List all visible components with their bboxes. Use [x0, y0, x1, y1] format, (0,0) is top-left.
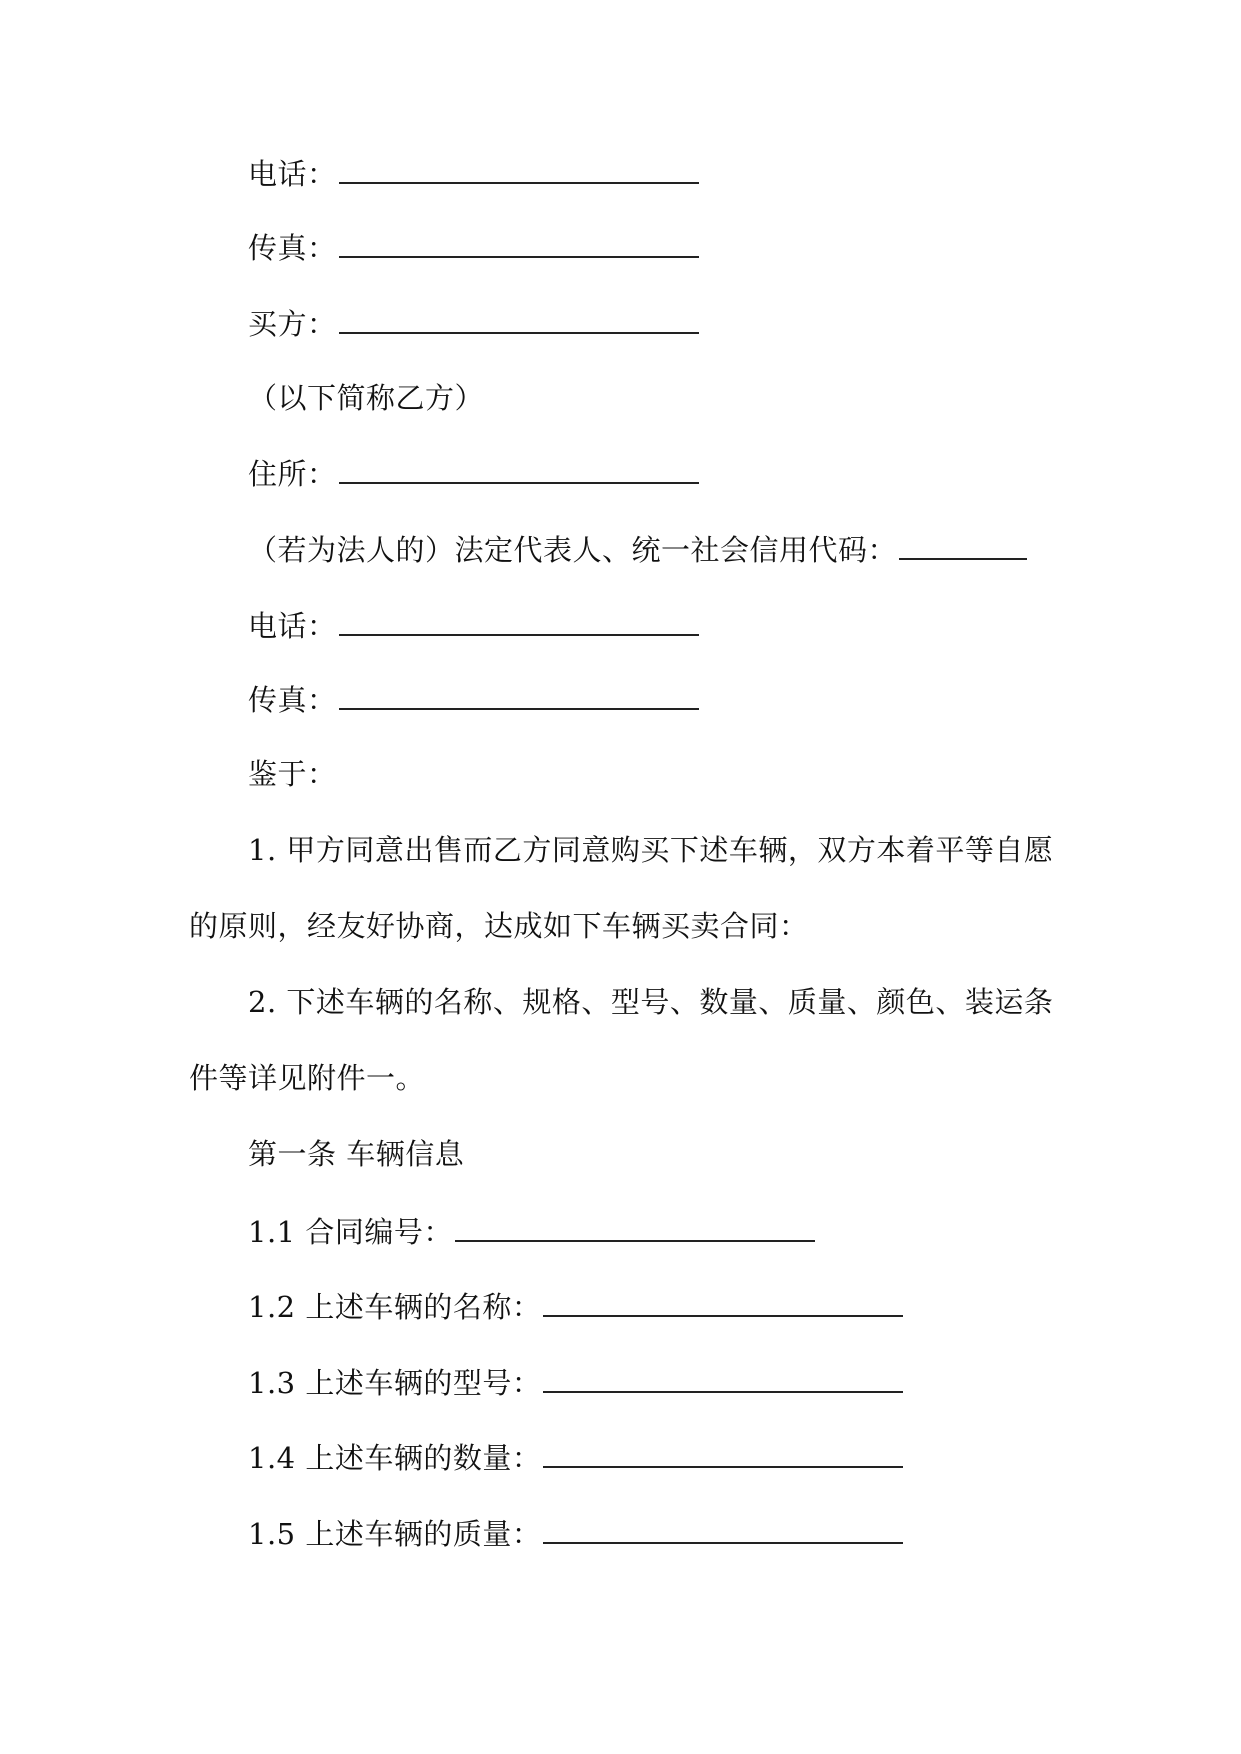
buyer-legal-rep-label: （若为法人的）法定代表人、统一社会信用代码：: [248, 533, 898, 567]
vehicle-name-label: 1.2 上述车辆的名称：: [248, 1290, 542, 1324]
whereas-text: 鉴于：: [248, 757, 337, 791]
recital-2-text-1: 2. 下述车辆的名称、规格、型号、数量、质量、颜色、装运条: [248, 985, 1054, 1019]
buyer-fax-label: 传真：: [248, 683, 337, 717]
recital-1-line-2: [189, 908, 809, 944]
whereas-heading: [248, 756, 337, 792]
recital-1-text-2: 的原则，经友好协商，达成如下车辆买卖合同：: [189, 909, 809, 943]
vehicle-model-label: 1.3 上述车辆的型号：: [248, 1366, 542, 1400]
article-1-title: 第一条 车辆信息: [248, 1137, 465, 1171]
buyer-fax-blank: [339, 680, 699, 710]
buyer-legal-rep-blank: [899, 530, 1027, 560]
buyer-blank: [339, 304, 699, 334]
contract-number-label: 1.1 合同编号：: [248, 1215, 453, 1249]
seller-phone-line: [248, 154, 699, 192]
vehicle-model-blank: [543, 1363, 903, 1393]
item-1-2-line: [248, 1287, 903, 1325]
buyer-legal-rep-line: [248, 530, 1027, 568]
item-1-3-line: [248, 1363, 903, 1401]
seller-fax-blank: [339, 228, 699, 258]
buyer-label: 买方：: [248, 307, 337, 341]
vehicle-quality-label: 1.5 上述车辆的质量：: [248, 1517, 542, 1551]
buyer-abbrev-text: （以下简称乙方）: [248, 381, 485, 415]
buyer-address-label: 住所：: [248, 457, 337, 491]
buyer-address-blank: [339, 454, 699, 484]
vehicle-quantity-blank: [543, 1438, 903, 1468]
recital-2-line-2: [189, 1060, 425, 1096]
recital-1-text-1: 1. 甲方同意出售而乙方同意购买下述车辆，双方本着平等自愿: [248, 833, 1054, 867]
vehicle-quantity-label: 1.4 上述车辆的数量：: [248, 1441, 542, 1475]
seller-fax-label: 传真：: [248, 231, 337, 265]
buyer-abbrev-note: [248, 380, 484, 416]
item-1-1-line: [248, 1212, 815, 1250]
seller-phone-label: 电话：: [248, 157, 337, 191]
buyer-phone-label: 电话：: [248, 609, 337, 643]
item-1-4-line: [248, 1438, 903, 1476]
seller-fax-line: [248, 228, 699, 266]
buyer-phone-blank: [339, 606, 699, 636]
recital-2-line-1: [248, 984, 1053, 1020]
recital-1-line-1: [248, 832, 1053, 868]
buyer-fax-line: [248, 680, 699, 718]
seller-phone-blank: [339, 154, 699, 184]
recital-2-text-2: 件等详见附件一。: [189, 1061, 426, 1095]
buyer-phone-line: [248, 606, 699, 644]
buyer-line: [248, 304, 699, 342]
item-1-5-line: [248, 1514, 903, 1552]
vehicle-quality-blank: [543, 1514, 903, 1544]
buyer-address-line: [248, 454, 699, 492]
contract-number-blank: [455, 1212, 815, 1242]
vehicle-name-blank: [543, 1287, 903, 1317]
article-1-heading: [248, 1136, 464, 1172]
